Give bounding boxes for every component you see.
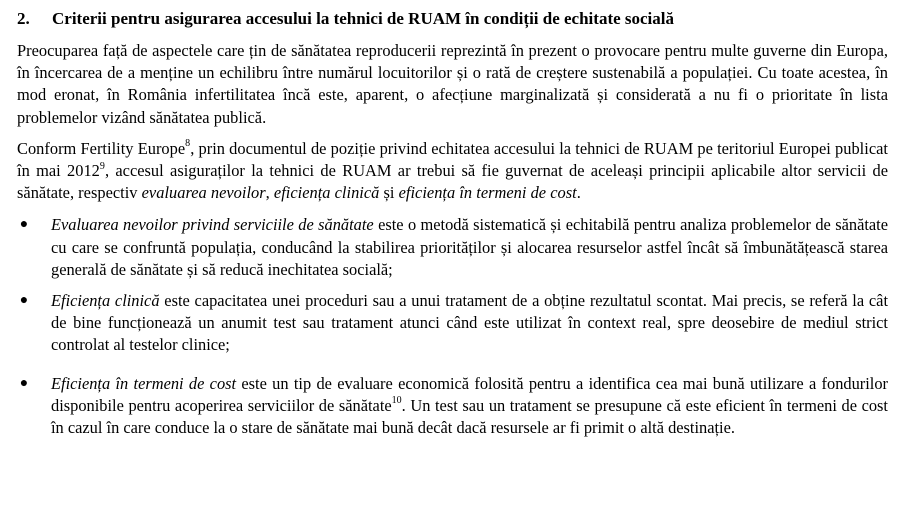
bullet-icon: ● (19, 217, 29, 233)
emphasis-cost-efficiency: eficiența în termeni de cost (398, 183, 577, 203)
list-item-text: este un tip de evaluare economică folosită pentru a identifica cea mai bună utilizare a fondurilor disponibile pentru acoperirea serviciilor de sănătate (51, 373, 889, 415)
section-heading (17, 8, 888, 30)
list-item-text: . Un test sau un tratament se presupune că este eficient în termeni de cost în cazul în care conduce la o stare de sănătate mai bună decât dacă resursele ar fi primit o altă destinație. (51, 395, 888, 438)
list-item (17, 373, 888, 440)
paragraph-text: , (265, 183, 274, 203)
emphasis-clinical-efficiency: eficiența clinică (273, 183, 380, 203)
footnote-ref-9[interactable]: 9 (99, 160, 105, 172)
bullet-icon: ● (19, 375, 29, 391)
paragraph-text: , prin documentul de poziție privind echitatea accesului la tehnici de RUAM pe teritoriul Europei publicat în mai 2012 (17, 138, 888, 181)
footnote-ref-10[interactable]: 10 (391, 395, 402, 407)
bullet-icon: ● (19, 293, 29, 309)
list-item-text: este o metodă sistematică și echitabilă pentru analiza problemelor de sănătate cu care se confruntă populația, conducând la stabilirea priorităților și alocarea resurselor astfel încât să îmbunătățească starea generală de sănătate și să reducă inechitatea socială; (51, 215, 888, 279)
paragraph-fertility-europe (17, 138, 888, 205)
paragraph-text: și (379, 183, 399, 203)
list-item-term: Eficiența în termeni de cost (51, 373, 237, 393)
paragraph-intro: Preocuparea față de aspectele care țin de sănătatea reproducerii reprezintă în prezent o provocare pentru multe guverne din Europa, în încercarea de a menține un echilibru între numărul locuitorilor și o rată de creștere sustenabilă a populației. Cu toate acestea, în mod eronat, în România infertilitatea încă este, aparent, o afecțiune marginalizată și considerată a nu fi o prioritate în lista problemelor vizând sănătatea publică. (17, 41, 888, 127)
footnote-ref-8[interactable]: 8 (185, 138, 191, 150)
section-title: Criterii pentru asigurarea accesului la tehnici de RUAM în condiții de echitate socială (52, 9, 675, 28)
list-item (17, 290, 888, 357)
paragraph-text: Conform Fertility Europe (17, 138, 186, 158)
list-item-term: Evaluarea nevoilor privind serviciile de sănătate (51, 215, 374, 235)
paragraph-text: , accesul asiguraților la tehnici de RUAM ar trebui să fie guvernat de aceleași principii aplicabile altor servicii de sănătate, respectiv (17, 161, 888, 203)
emphasis-needs-assessment: evaluarea nevoilor (141, 183, 266, 203)
paragraph-text: . (576, 183, 581, 203)
list-item-text: este capacitatea unei proceduri sau a unui tratament de a obține rezultatul scontat. Mai precis, se referă la cât de bine funcționează un anumit test sau tratament atunci când este utilizat în context real, spre deosebire de mediul strict controlat al testelor clinice; (51, 291, 889, 355)
section-number: 2. (17, 9, 30, 28)
criteria-list (17, 214, 888, 439)
list-item (17, 214, 888, 281)
list-item-term: Eficiența clinică (51, 291, 160, 311)
